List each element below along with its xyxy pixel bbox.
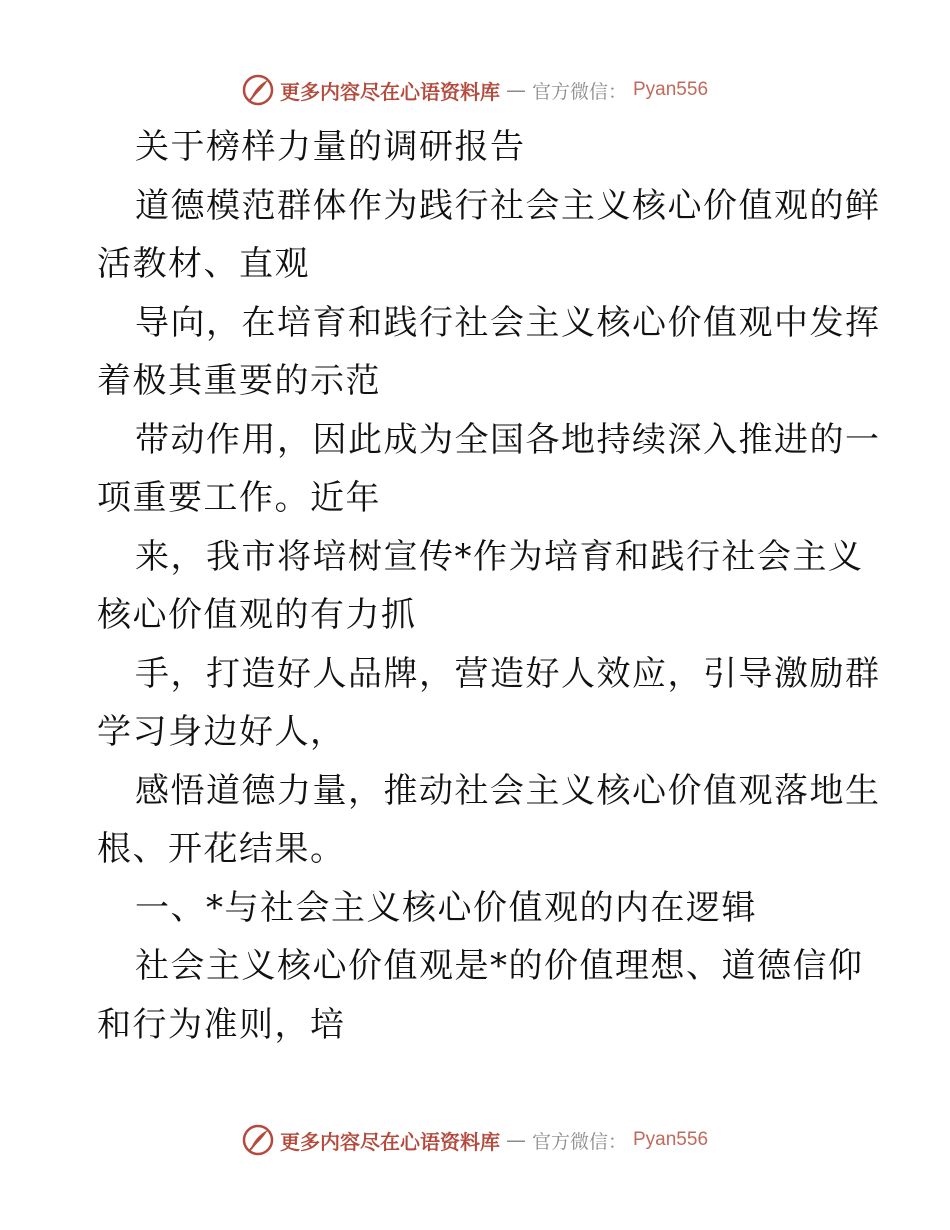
paragraph-line: 项重要工作。近年 — [97, 478, 381, 518]
header-wechat-id: Pyan556 — [633, 79, 709, 100]
header-banner — [0, 70, 950, 110]
footer-wechat-id: Pyan556 — [633, 1129, 709, 1150]
paragraph-line: 学习身边好人， — [97, 712, 346, 752]
section-heading: 一、*与社会主义核心价值观的内在逻辑 — [135, 887, 757, 928]
document-title: 关于榜样力量的调研报告 — [135, 127, 526, 167]
feather-quill-logo-icon — [242, 74, 274, 106]
paragraph-line: 带动作用，因此成为全国各地持续深入推进的一 — [135, 419, 881, 460]
header-dash: — — [505, 78, 526, 102]
document-body — [97, 118, 881, 1054]
header-brand-text: 更多内容尽在心语资料库 — [279, 79, 500, 104]
footer-brand-text: 更多内容尽在心语资料库 — [279, 1129, 500, 1154]
paragraph-line: 导向，在培育和践行社会主义核心价值观中发挥 — [135, 302, 881, 343]
paragraph-line: 手，打造好人品牌，营造好人效应，引导激励群 — [135, 653, 881, 694]
footer-official-label: 官方微信： — [531, 1130, 627, 1153]
footer-dash: — — [505, 1128, 526, 1152]
paragraph-line: 道德模范群体作为践行社会主义核心价值观的鲜 — [135, 185, 881, 226]
footer-banner — [0, 1120, 950, 1160]
paragraph-line: 活教材、直观 — [97, 244, 310, 284]
paragraph-line: 感悟道德力量，推动社会主义核心价值观落地生 — [135, 770, 881, 811]
paragraph-line: 来，我市将培树宣传*作为培育和践行社会主义 — [135, 536, 864, 577]
feather-quill-logo-icon — [242, 1124, 274, 1156]
header-official-label: 官方微信： — [531, 80, 627, 103]
paragraph-line: 核心价值观的有力抓 — [97, 595, 417, 635]
paragraph-line: 根、开花结果。 — [97, 829, 346, 869]
paragraph-line: 和行为准则，培 — [97, 1004, 346, 1045]
paragraph-line: 社会主义核心价值观是*的价值理想、道德信仰 — [135, 946, 864, 986]
paragraph-line: 着极其重要的示范 — [97, 361, 381, 401]
